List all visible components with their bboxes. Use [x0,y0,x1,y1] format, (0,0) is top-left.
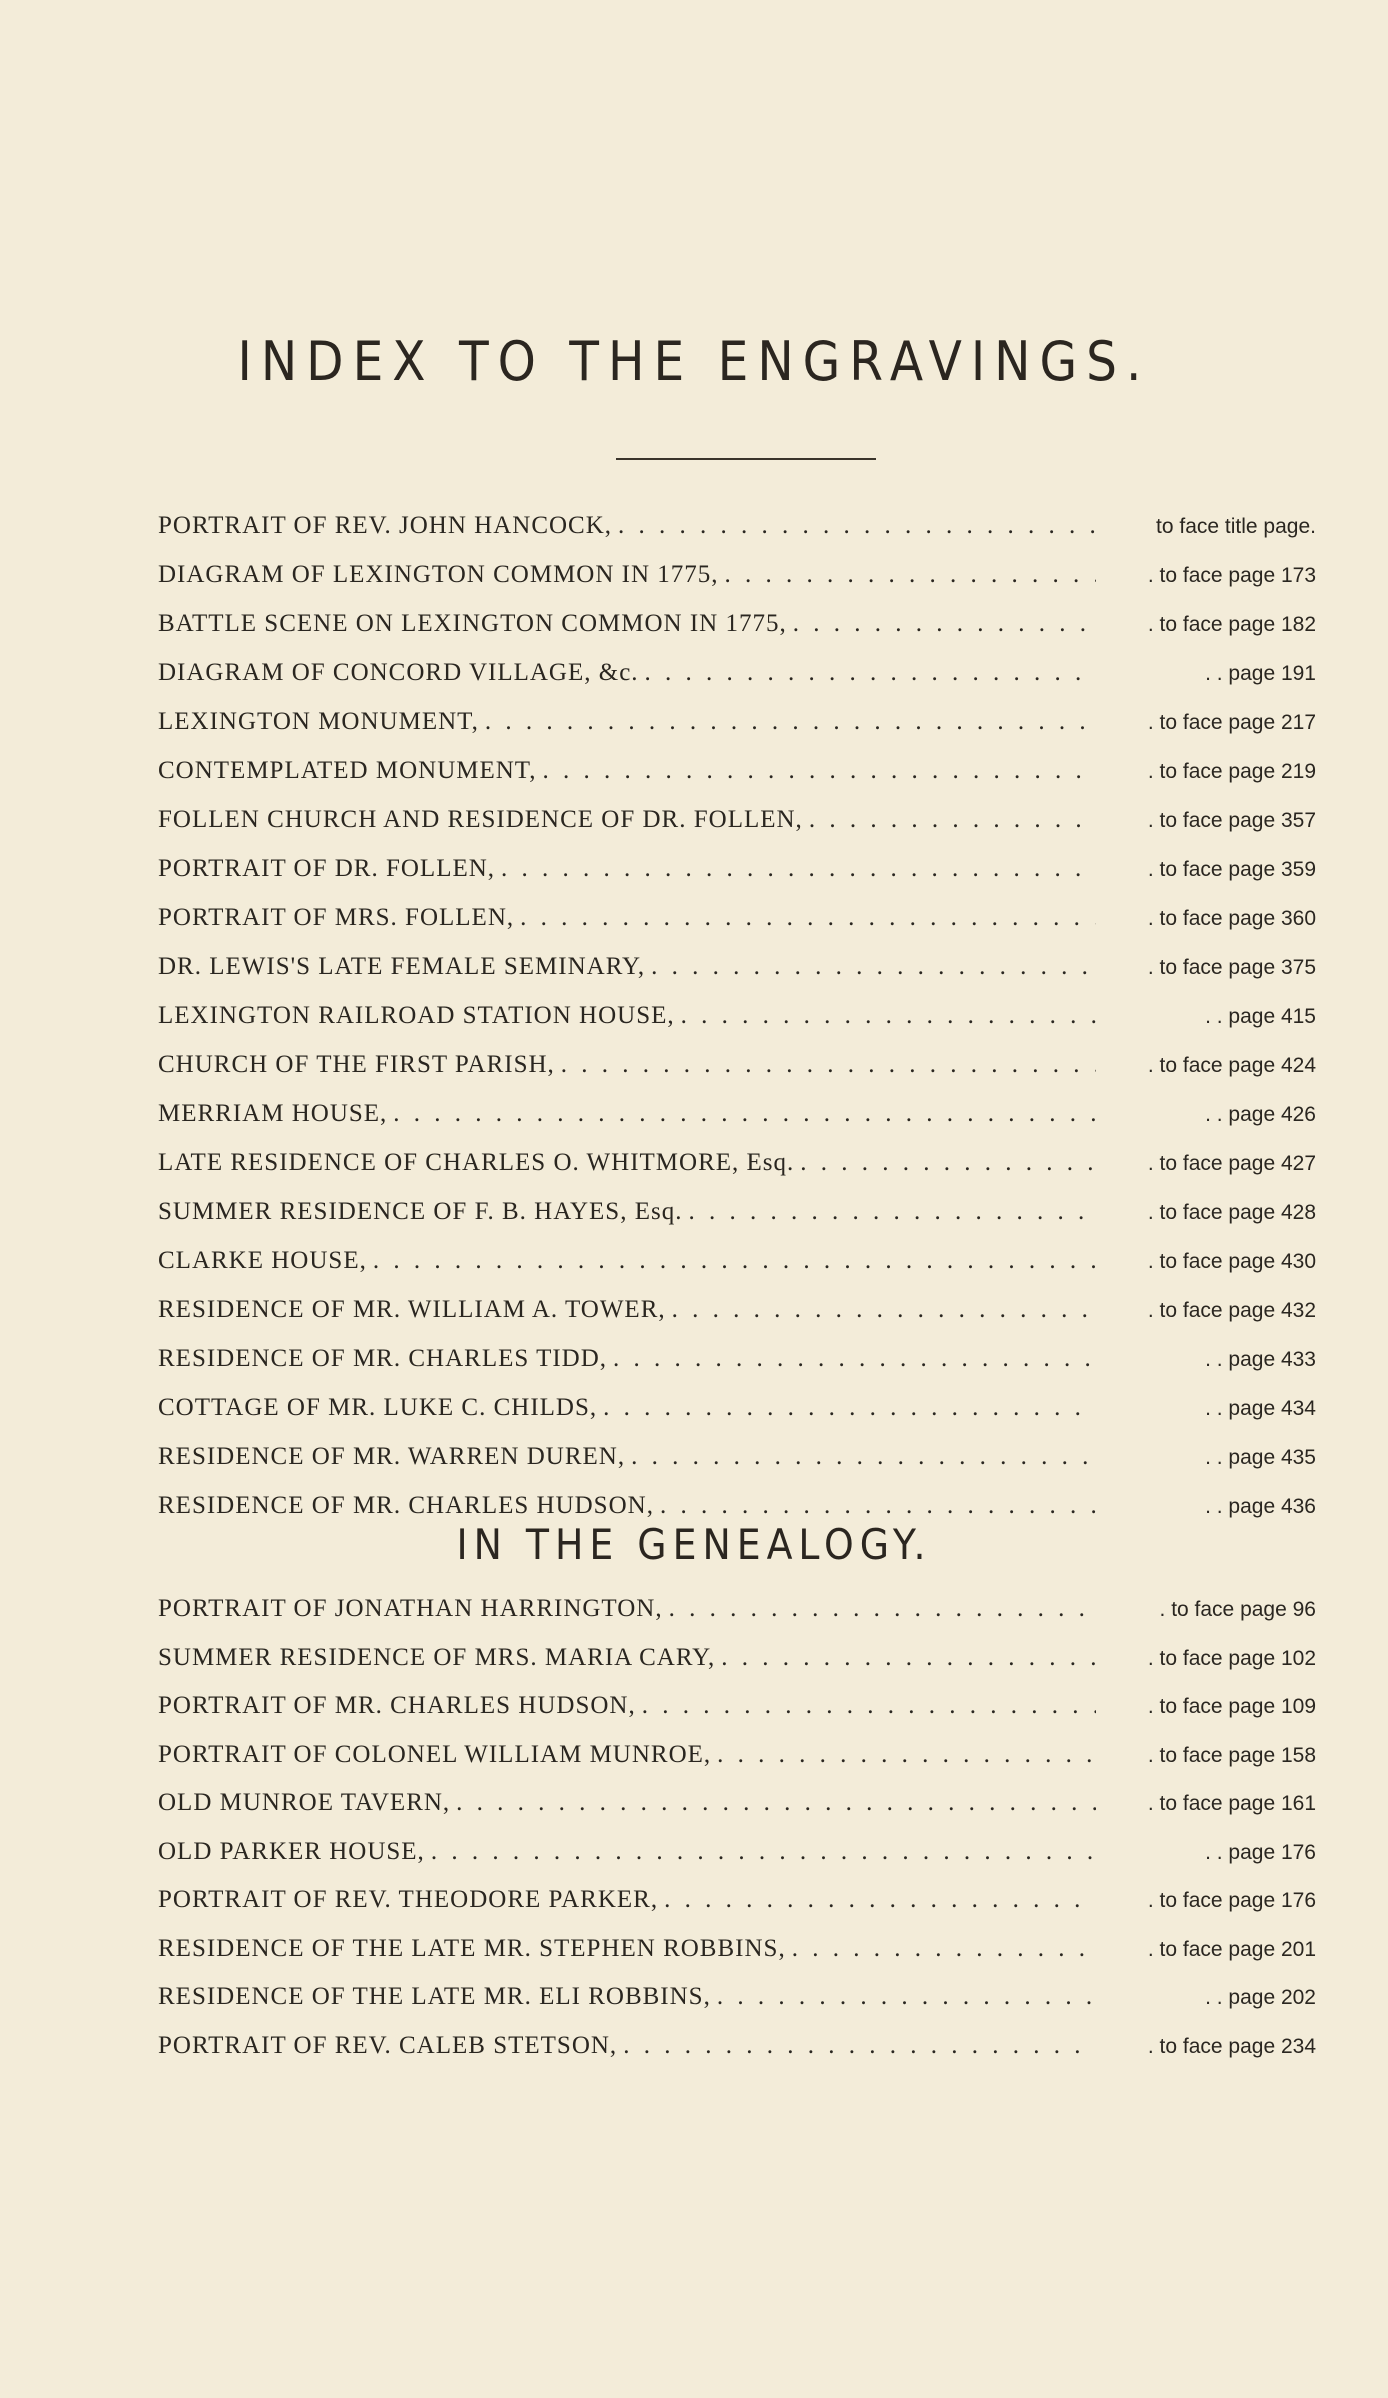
leader-dots [645,953,1096,981]
leader-dots [682,1198,1096,1226]
entry-page-ref: . . page 426 [1205,1103,1316,1126]
leader-dots [607,1345,1096,1373]
entry-page-ref: . to face page 360 [1147,907,1316,930]
list-item [158,1935,1316,1984]
list-item [158,1443,1316,1492]
entry-page-ref: . to face page 201 [1147,1937,1316,1961]
entry-page-ref: . . page 433 [1205,1348,1316,1371]
list-item [158,855,1316,904]
entry-label: RESIDENCE OF MR. CHARLES HUDSON, [158,1492,654,1519]
entry-page-ref: . . page 176 [1205,1840,1316,1864]
entry-page-ref: . to face page 428 [1147,1201,1316,1224]
entry-page-ref: . to face page 158 [1147,1743,1316,1767]
entry-page-ref: . to face page 357 [1147,809,1316,832]
entry-label: PORTRAIT OF MRS. FOLLEN, [158,904,515,931]
leader-dots [617,2032,1096,2060]
leader-dots [479,708,1096,736]
leader-dots [612,512,1096,540]
list-item [158,512,1316,561]
entry-label: OLD PARKER HOUSE, [158,1837,425,1865]
entry-page-ref: . to face page 96 [1159,1598,1316,1621]
genealogy-section-title: IN THE GENEALOGY. [456,1520,932,1569]
engravings-list [158,512,1316,1541]
entry-page-ref: . to face page 182 [1147,613,1316,636]
entry-label: PORTRAIT OF REV. THEODORE PARKER, [158,1886,659,1913]
leader-dots [654,1492,1096,1520]
leader-dots [636,1692,1096,1720]
leader-dots [495,855,1096,883]
leader-dots [555,1051,1096,1079]
entry-label: SUMMER RESIDENCE OF F. B. HAYES, Esq. [158,1198,683,1225]
entry-page-ref: . to face page 424 [1147,1054,1316,1077]
entry-page-ref: . to face page 427 [1147,1152,1316,1175]
entry-label: PORTRAIT OF REV. JOHN HANCOCK, [158,512,613,539]
entry-label: RESIDENCE OF THE LATE MR. ELI ROBBINS, [158,1983,711,2010]
leader-dots [786,1935,1096,1963]
list-item [158,904,1316,953]
leader-dots [639,659,1096,687]
list-item [158,659,1316,708]
entry-page-ref: to face title page. [1156,515,1316,538]
list-item [158,1198,1316,1247]
entry-label: DIAGRAM OF CONCORD VILLAGE, &c. [158,659,639,686]
entry-page-ref: . . page 415 [1205,1005,1316,1028]
leader-dots [450,1789,1096,1817]
leader-dots [715,1644,1096,1672]
entry-page-ref: . to face page 375 [1147,956,1316,979]
leader-dots [787,610,1096,638]
list-item [158,708,1316,757]
list-item [158,1741,1316,1790]
list-item [158,953,1316,1002]
list-item [158,757,1316,806]
list-item [158,1789,1316,1838]
entry-label: PORTRAIT OF JONATHAN HARRINGTON, [158,1595,663,1622]
list-item [158,2032,1316,2081]
entry-page-ref: . to face page 359 [1147,858,1316,881]
list-item [158,1644,1316,1693]
entry-label: OLD MUNROE TAVERN, [158,1789,451,1816]
entry-label: PORTRAIT OF MR. CHARLES HUDSON, [158,1692,636,1719]
list-item [158,1983,1316,2032]
leader-dots [663,1595,1096,1623]
list-item [158,1149,1316,1198]
leader-dots [711,1983,1096,2011]
list-item [158,1345,1316,1394]
entry-label: RESIDENCE OF THE LATE MR. STEPHEN ROBBINS, [158,1934,786,1962]
leader-dots [625,1443,1096,1471]
list-item [158,806,1316,855]
leader-dots [675,1002,1096,1030]
leader-dots [387,1100,1096,1128]
entry-label: CHURCH OF THE FIRST PARISH, [158,1051,555,1078]
entry-label: MERRIAM HOUSE, [158,1100,388,1127]
entry-page-ref: . to face page 161 [1147,1792,1316,1815]
entry-page-ref: . to face page 176 [1147,1889,1316,1912]
entry-page-ref: . . page 435 [1205,1446,1316,1469]
leader-dots [803,806,1096,834]
entry-label: RESIDENCE OF MR. WILLIAM A. TOWER, [158,1296,666,1323]
entry-label: PORTRAIT OF COLONEL WILLIAM MUNROE, [158,1740,712,1768]
list-item [158,1692,1316,1741]
entry-label: COTTAGE OF MR. LUKE C. CHILDS, [158,1394,598,1421]
list-item [158,1002,1316,1051]
leader-dots [658,1886,1096,1914]
entry-page-ref: . to face page 217 [1147,711,1316,734]
page-title: INDEX TO THE ENGRAVINGS. [237,330,1151,393]
leader-dots [666,1296,1096,1324]
list-item [158,1296,1316,1345]
entry-page-ref: . to face page 102 [1147,1646,1316,1670]
leader-dots [597,1394,1096,1422]
list-item [158,610,1316,659]
list-item [158,1100,1316,1149]
list-item [158,1838,1316,1887]
entry-label: SUMMER RESIDENCE OF MRS. MARIA CARY, [158,1643,716,1671]
entry-label: PORTRAIT OF DR. FOLLEN, [158,855,496,882]
leader-dots [794,1149,1096,1177]
leader-dots [514,904,1096,932]
entry-label: LEXINGTON RAILROAD STATION HOUSE, [158,1002,675,1029]
title-rule [616,458,876,460]
list-item [158,1051,1316,1100]
entry-label: FOLLEN CHURCH AND RESIDENCE OF DR. FOLLEN, [158,806,803,833]
entry-label: PORTRAIT OF REV. CALEB STETSON, [158,2031,618,2059]
entry-page-ref: . . page 434 [1205,1397,1316,1420]
entry-page-ref: . to face page 173 [1147,564,1316,587]
entry-page-ref: . . page 191 [1205,662,1316,685]
entry-page-ref: . to face page 234 [1147,2034,1316,2058]
entry-label: BATTLE SCENE ON LEXINGTON COMMON IN 1775, [158,610,787,637]
entry-label: DIAGRAM OF LEXINGTON COMMON IN 1775, [158,561,719,588]
entry-label: LEXINGTON MONUMENT, [158,708,479,735]
entry-label: RESIDENCE OF MR. WARREN DUREN, [158,1443,626,1470]
entry-label: RESIDENCE OF MR. CHARLES TIDD, [158,1345,608,1372]
entry-page-ref: . to face page 219 [1147,760,1316,783]
leader-dots [536,757,1096,785]
entry-page-ref: . . page 202 [1205,1986,1316,2009]
entry-page-ref: . to face page 430 [1147,1250,1316,1273]
entry-label: LATE RESIDENCE OF CHARLES O. WHITMORE, Esq. [158,1149,795,1176]
leader-dots [711,1741,1096,1769]
entry-label: DR. LEWIS'S LATE FEMALE SEMINARY, [158,953,646,980]
list-item [158,1247,1316,1296]
entry-label: CONTEMPLATED MONUMENT, [158,757,537,784]
list-item [158,1595,1316,1644]
list-item [158,1394,1316,1443]
entry-page-ref: . to face page 432 [1147,1299,1316,1322]
list-item [158,561,1316,610]
list-item [158,1886,1316,1935]
leader-dots [719,561,1096,589]
genealogy-list [158,1595,1316,2080]
entry-page-ref: . to face page 109 [1147,1695,1316,1718]
leader-dots [425,1838,1096,1866]
entry-label: CLARKE HOUSE, [158,1247,367,1274]
entry-page-ref: . . page 436 [1205,1495,1316,1518]
leader-dots [367,1247,1096,1275]
